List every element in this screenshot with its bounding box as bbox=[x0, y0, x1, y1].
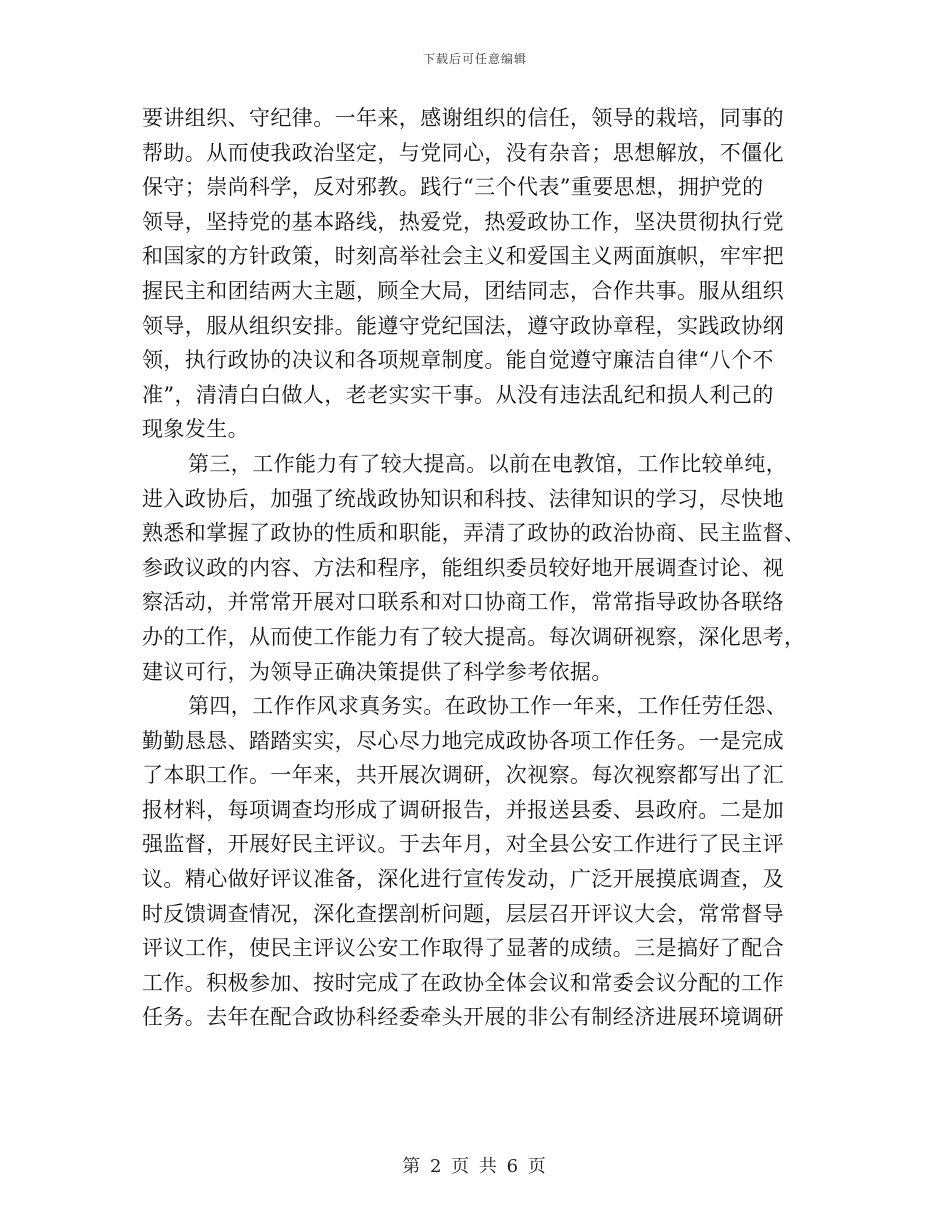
paragraph-start-line: 第三，工作能力有了较大提高。以前在电教馆，工作比较单纯， bbox=[188, 451, 788, 476]
body-line: 工作。积极参加、按时完成了在政协全体会议和常委会议分配的工作 bbox=[142, 970, 784, 995]
body-line: 领，执行政协的决议和各项规章制度。能自觉遵守廉洁自律“八个不 bbox=[142, 348, 774, 373]
body-line: 要讲组织、守纪律。一年来，感谢组织的信任，领导的栽培，同事的 bbox=[142, 106, 784, 130]
body-line: 保守；崇尚科学，反对邪教。践行“三个代表”重要思想，拥护党的 bbox=[142, 175, 764, 200]
body-line: 和国家的方针政策，时刻高举社会主义和爱国主义两面旗帜，牢牢把 bbox=[142, 244, 784, 269]
body-line: 时反馈调查情况，深化查摆剖析问题，层层召开评议大会，常常督导 bbox=[142, 901, 784, 926]
body-line: 领导，服从组织安排。能遵守党纪国法，遵守政协章程，实践政协纲 bbox=[142, 313, 784, 338]
body-line: 帮助。从而使我政治坚定，与党同心，没有杂音；思想解放，不僵化 bbox=[142, 140, 784, 165]
paragraph-start-line: 第四，工作作风求真务实。在政协工作一年来，工作任劳任怨、 bbox=[188, 694, 788, 719]
body-line: 强监督，开展好民主评议。于去年月，对全县公安工作进行了民主评 bbox=[142, 832, 784, 857]
body-line: 察活动，并常常开展对口联系和对口协商工作，常常指导政协各联络 bbox=[142, 590, 784, 615]
body-line: 报材料，每项调查均形成了调研报告，并报送县委、县政府。二是加 bbox=[142, 797, 784, 822]
body-line: 议。精心做好评议准备，深化进行宣传发动，广泛开展摸底调查，及 bbox=[142, 867, 784, 892]
body-line: 握民主和团结两大主题，顾全大局，团结同志，合作共事。服从组织 bbox=[142, 278, 784, 303]
body-line: 领导，坚持党的基本路线，热爱党，热爱政协工作，坚决贯彻执行党 bbox=[142, 209, 784, 234]
body-line: 现象发生。 bbox=[142, 417, 249, 442]
body-line: 勤勤恳恳、踏踏实实，尽心尽力地完成政协各项工作任务。一是完成 bbox=[142, 728, 784, 753]
body-line: 准”，清清白白做人，老老实实干事。从没有违法乱纪和损人利己的 bbox=[142, 382, 774, 407]
body-line: 办的工作，从而使工作能力有了较大提高。每次调研视察，深化思考， bbox=[142, 624, 806, 649]
body-line: 建议可行，为领导正确决策提供了科学参考依据。 bbox=[142, 659, 613, 684]
body-line: 了本职工作。一年来，共开展次调研，次视察。每次视察都写出了汇 bbox=[142, 763, 784, 788]
body-line: 任务。去年在配合政协科经委牵头开展的非公有制经济进展环境调研 bbox=[142, 1005, 784, 1030]
body-line: 评议工作，使民主评议公安工作取得了显著的成绩。三是搞好了配合 bbox=[142, 936, 784, 961]
document-body bbox=[142, 101, 808, 1035]
page-header: 下载后可任意编辑 bbox=[422, 52, 527, 66]
body-line: 参政议政的内容、方法和程序，能组织委员较好地开展调查讨论、视 bbox=[142, 555, 784, 580]
body-line: 进入政协后，加强了统战政协知识和科技、法律知识的学习，尽快地 bbox=[142, 486, 784, 511]
page-number-footer: 第 2 页 共 6 页 bbox=[402, 1156, 548, 1177]
body-line: 熟悉和掌握了政协的性质和职能，弄清了政协的政治协商、民主监督、 bbox=[142, 521, 806, 546]
